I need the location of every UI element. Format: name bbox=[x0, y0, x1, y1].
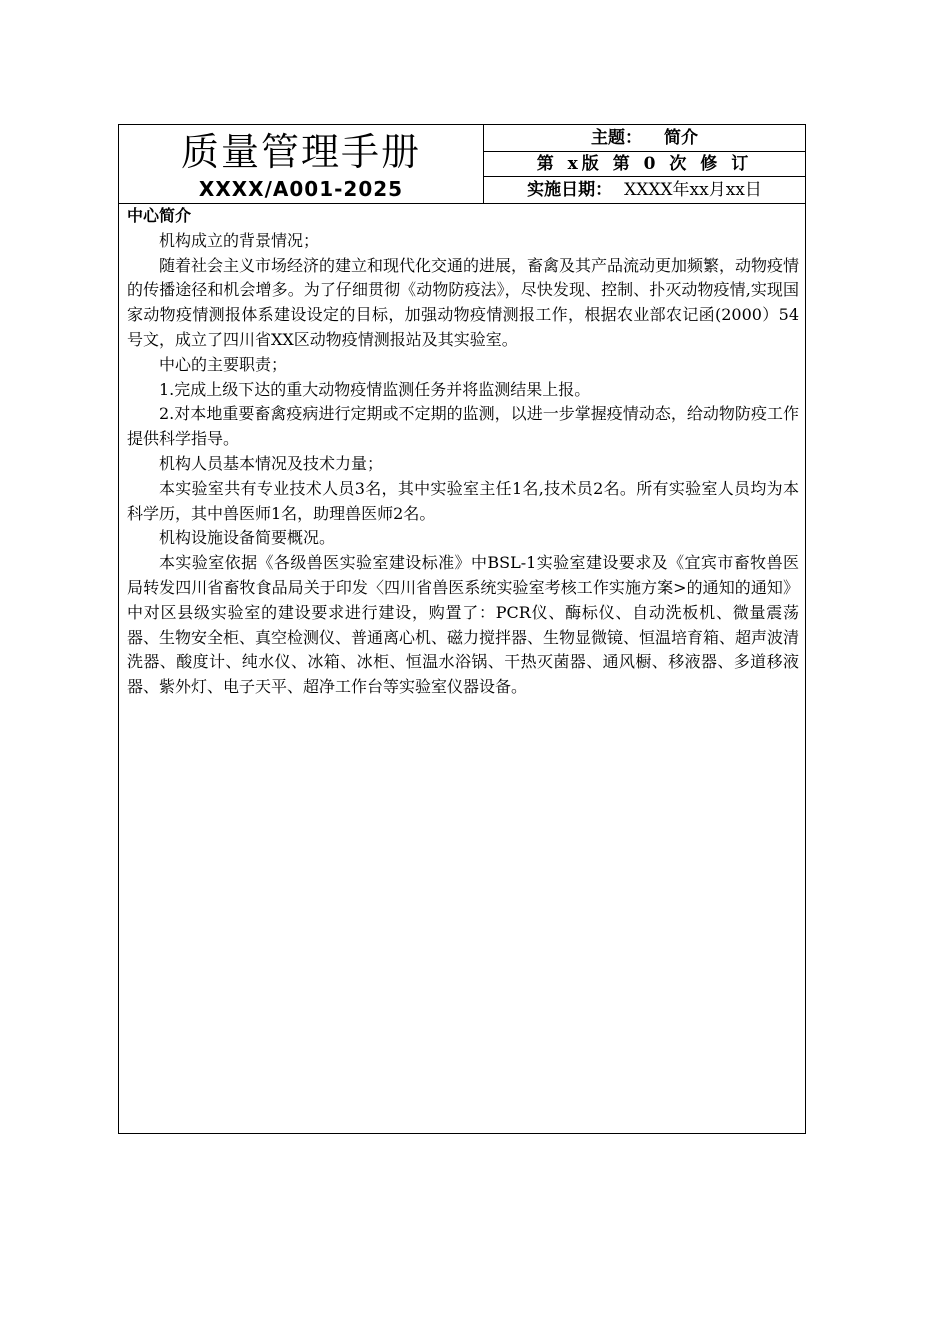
paragraph: 中心的主要职责； bbox=[159, 354, 288, 374]
subject-label: 主题： bbox=[591, 128, 642, 148]
subject-value: 简介 bbox=[664, 128, 698, 148]
paragraph: 机构成立的背景情况； bbox=[159, 230, 320, 250]
paragraph: 本实验室依据《各级兽医实验室建设标准》中BSL-1实验室建设要求及《宜宾市畜牧兽医局转发四川省畜牧食品局关于印发〈四川省兽医系统实验室考核工作实施方案>的通知的通知》中对区县级实验室的建设要求进行建设，购置了：PCR仪、酶标仪、自动洗板机、微量震荡器、生物安全柜、真空检测仪、普通离心机、磁力搅拌器、生物显微镜、恒温培育箱、超声波清洗器、酸度计、纯水仪、冰箱、冰柜、恒温水浴锅、干热灭菌器、通风橱、移液器、多道移液器、紫外灯、电子天平、超净工作台等实验室仪器设备。 bbox=[127, 553, 800, 697]
paragraph: 本实验室共有专业技术人员3名，其中实验室主任1名,技术员2名。所有实验室人员均为本科学历，其中兽医师1名，助理兽医师2名。 bbox=[127, 478, 799, 523]
paragraph: 1.完成上级下达的重大动物疫情监测任务并将监测结果上报。 bbox=[159, 379, 591, 399]
document-code: XXXX/A001-2025 bbox=[198, 177, 404, 201]
date-value: XXXX年xx月xx日 bbox=[624, 180, 762, 200]
header-title-cell bbox=[119, 125, 484, 203]
date-row bbox=[484, 177, 805, 203]
document-frame bbox=[118, 124, 806, 1134]
header-info-cell bbox=[484, 125, 805, 203]
manual-title: 质量管理手册 bbox=[180, 130, 421, 174]
subject-row bbox=[484, 125, 805, 152]
section-title: 中心简介 bbox=[127, 206, 192, 225]
paragraph: 2.对本地重要畜禽疫病进行定期或不定期的监测，以进一步掌握疫情动态，给动物防疫工作提供科学指导。 bbox=[127, 404, 799, 449]
revision-row: 第 x版 第 0 次 修 订 bbox=[484, 152, 805, 177]
document-header bbox=[119, 125, 805, 204]
paragraph: 随着社会主义市场经济的建立和现代化交通的进展，畜禽及其产品流动更加频繁，动物疫情的传播途径和机会增多。为了仔细贯彻《动物防疫法》，尽快发现、控制、扑灭动物疫情,实现国家动物疫情测报体系建设设定的目标，加强动物疫情测报工作，根据农业部农记函(2000）54号文，成立了四川省XX区动物疫情测报站及其实验室。 bbox=[127, 255, 800, 349]
document-body bbox=[127, 204, 799, 700]
date-label: 实施日期： bbox=[527, 180, 613, 200]
paragraph: 机构设施设备简要概况。 bbox=[159, 528, 336, 548]
paragraph: 机构人员基本情况及技术力量； bbox=[159, 453, 384, 473]
